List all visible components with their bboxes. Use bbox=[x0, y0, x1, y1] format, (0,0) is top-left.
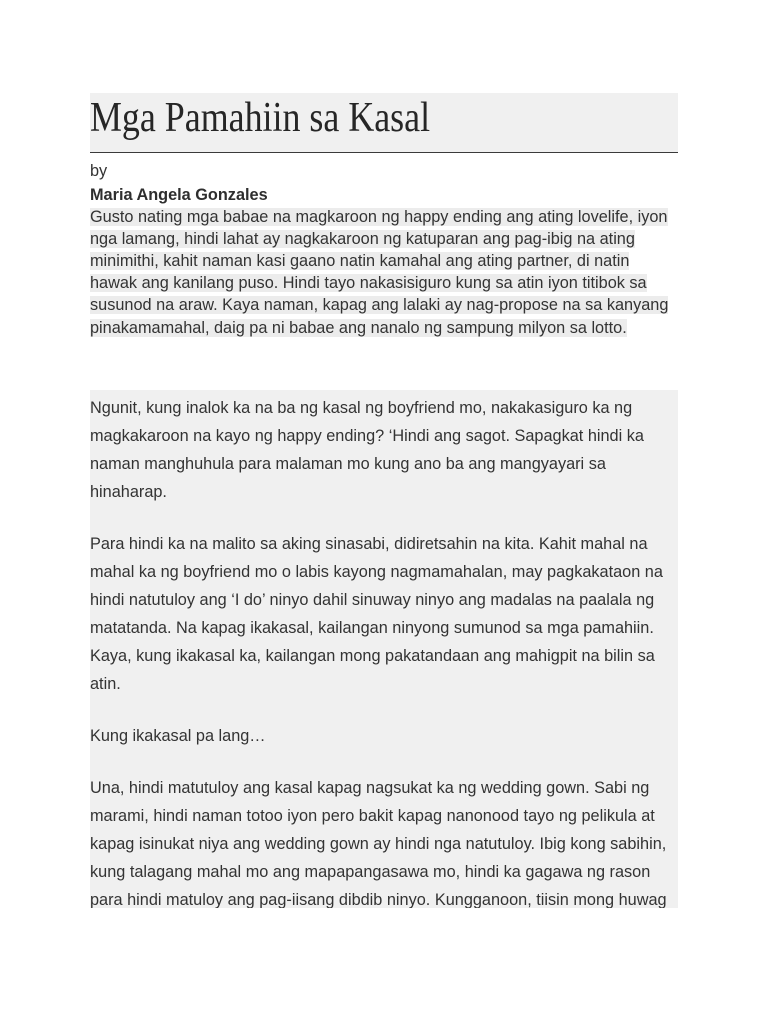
highlighted-text: pinakamamahal, daig pa ni babae ang nanalo ng sampung milyon sa lotto. bbox=[90, 318, 627, 337]
highlighted-text: susunod na araw. Kaya naman, kapag ang lalaki ay nag-propose na sa kanyang bbox=[90, 296, 669, 315]
paragraph-line: matatanda. Na kapag ikakasal, kailangan ninyong sumunod sa mga pamahiin. bbox=[90, 619, 654, 637]
paragraph-line: Kaya, kung ikakasal ka, kailangan mong pakatandaan ang mahigpit na bilin sa bbox=[90, 647, 655, 665]
highlighted-text: minimithi, kahit naman kasi gaano natin kamahal ang ating partner, di natin bbox=[90, 251, 630, 270]
intro-line bbox=[90, 272, 678, 294]
highlighted-text: hawak ang kanilang puso. Hindi tayo nakasisiguro kung sa atin iyon titibok sa bbox=[90, 274, 647, 293]
paragraph-line: kung talagang mahal mo ang mapapangasawa mo, hindi ka gagawa ng rason bbox=[90, 863, 651, 881]
byline-label: by bbox=[90, 161, 108, 180]
intro-line bbox=[90, 206, 678, 228]
paragraph-line: atin. bbox=[90, 675, 121, 693]
body-paragraph bbox=[90, 530, 678, 698]
paragraph-line: naman manghuhula para malaman mo kung ano ba ang mangyayari sa bbox=[90, 455, 606, 473]
page-title: Mga Pamahiin sa Kasal bbox=[90, 95, 431, 141]
paragraph-line: para hindi matuloy ang pag-iisang dibdib ninyo. Kungganoon, tiisin mong huwag bbox=[90, 891, 667, 908]
intro-line bbox=[90, 294, 678, 316]
intro-line bbox=[90, 228, 678, 250]
paragraph-line: hinaharap. bbox=[90, 483, 167, 501]
body-paragraph bbox=[90, 774, 678, 908]
paragraph-line: Una, hindi matutuloy ang kasal kapag nagsukat ka ng wedding gown. Sabi ng bbox=[90, 779, 650, 797]
body-section bbox=[90, 390, 678, 908]
paragraph-line: Ngunit, kung inalok ka na ba ng kasal ng boyfriend mo, nakakasiguro ka ng bbox=[90, 399, 633, 417]
paragraph-line: magkakaroon na kayo ng happy ending? ‘Hindi ang sagot. Sapagkat hindi ka bbox=[90, 427, 644, 445]
paragraph-line: hindi natutuloy ang ‘I do’ ninyo dahil sinuway ninyo ang madalas na paalala ng bbox=[90, 591, 655, 609]
intro-line bbox=[90, 250, 678, 272]
paragraph-line: marami, hindi naman totoo iyon pero bakit kapag nanonood tayo ng pelikula at bbox=[90, 807, 655, 825]
intro-line bbox=[90, 317, 678, 339]
body-paragraph bbox=[90, 394, 678, 506]
title-banner bbox=[90, 93, 678, 152]
author-name: Maria Angela Gonzales bbox=[90, 185, 268, 204]
intro-paragraph bbox=[90, 206, 678, 339]
highlighted-text: nga lamang, hindi lahat ay nagkakaroon ng katuparan ang pag-ibig na ating bbox=[90, 229, 635, 248]
paragraph-line: Kung ikakasal pa lang… bbox=[90, 727, 266, 745]
paragraph-line: Para hindi ka na malito sa aking sinasabi, didiretsahin na kita. Kahit mahal na bbox=[90, 535, 648, 553]
highlighted-text: Gusto nating mga babae na magkaroon ng happy ending ang ating lovelife, iyon bbox=[90, 207, 668, 226]
section-heading-paragraph bbox=[90, 722, 678, 750]
paragraph-line: kapag isinukat niya ang wedding gown ay hindi nga natutuloy. Ibig kong sabihin, bbox=[90, 835, 667, 853]
paragraph-line: mahal ka ng boyfriend mo o labis kayong nagmamahalan, may pagkakataon na bbox=[90, 563, 663, 581]
title-rule bbox=[90, 152, 678, 153]
